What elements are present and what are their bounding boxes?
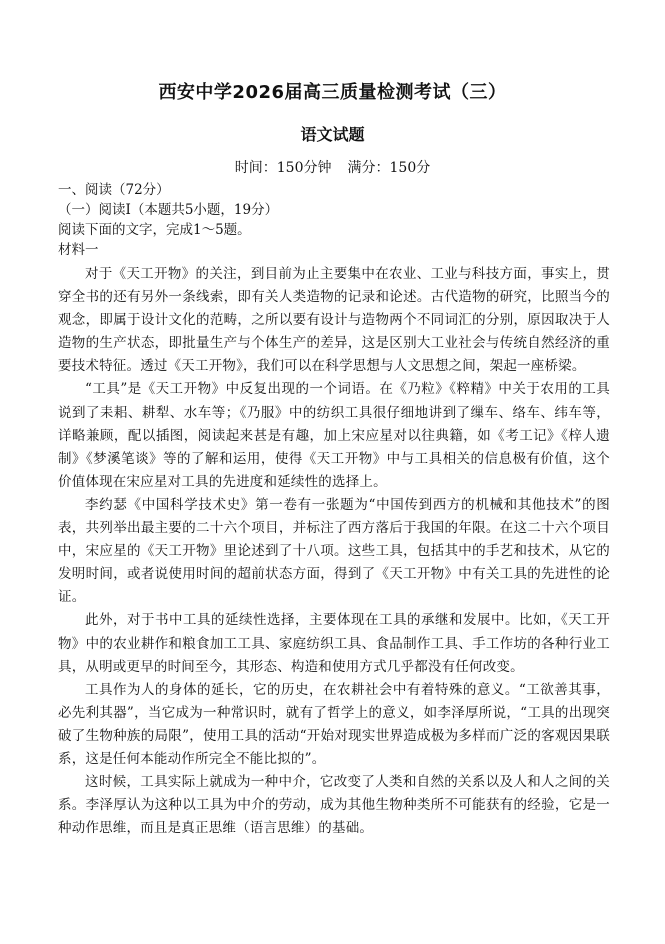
exam-meta <box>0 159 665 177</box>
subpart-heading: （一）阅读Ⅰ（本题共5小题，19分） <box>58 202 279 218</box>
exam-title: 西安中学2026届高三质量检测考试（三） <box>158 82 507 103</box>
paragraph: 对于《天工开物》的关注，到目前为止主要集中在农业、工业与科技方面，事实上，贯穿全书的还有另外一条线索，即有关人类造物的记录和论述。古代造物的研究，比照当今的观念，即属于设计文化的范畴，之所以要有设计与造物两个不同词汇的分别，原因取决于人造物的生产状态，即批量生产与个体生产的差异，这是区别大工业社会与传统自然经济的重要技术特征。透过《天工开物》，我们可以在科学思想与人文思想之间，架起一座桥梁。 <box>58 266 610 375</box>
full-score: 满分：150分 <box>347 160 431 176</box>
paragraph: 此外，对于书中工具的延续性选择，主要体现在工具的承继和发展中。比如，《天工开物》中的农业耕作和粮食加工工具、家庭纺织工具、食品制作工具、手工作坊的各种行业工具，从明或更早的时间至今，其形态、构造和使用方式几乎都没有任何改变。 <box>58 612 610 675</box>
subject-title: 语文试题 <box>300 125 365 144</box>
material-one-text <box>58 263 610 840</box>
paragraph: 这时候，工具实际上就成为一种中介，它改变了人类和自然的关系以及人和人之间的关系。李泽厚认为这种以工具为中介的劳动，成为其他生物种类所不可能获有的经验，它是一种动作思维，而且是真正思维（语言思维）的基础。 <box>58 774 610 837</box>
paragraph: 工具作为人的身体的延长，它的历史，在农耕社会中有着特殊的意义。“工欲善其事，必先利其器”，当它成为一种常识时，就有了哲学上的意义，如李泽厚所说，“工具的出现突破了生物种族的局限”，使用工具的活动“开始对现实世界造成极为多样而广泛的客观因果联系，这是任何本能动作所完全不能比拟的”。 <box>58 681 610 767</box>
time-limit: 时间：150分钟 <box>234 160 332 176</box>
part-heading: 一、阅读（72分） <box>58 182 170 198</box>
reading-instruction: 阅读下面的文字，完成1～5题。 <box>58 222 251 238</box>
paragraph: “工具”是《天工开物》中反复出现的一个词语。在《乃粒》《粹精》中关于农用的工具说到了耒耜、耕犁、水车等；《乃服》中的纺织工具很仔细地讲到了缫车、络车、纬车等，详略兼顾，配以插图，阅读起来甚是有趣，加上宋应星对以往典籍，如《考工记》《梓人遗制》《梦溪笔谈》等的了解和运用，使得《天工开物》中与工具相关的信息极有价值，这个价值体现在宋应星对工具的先进度和延续性的选择上。 <box>58 381 610 490</box>
material-label: 材料一 <box>58 242 99 258</box>
paragraph: 李约瑟《中国科学技术史》第一卷有一张题为“中国传到西方的机械和其他技术”的图表，共列举出最主要的二十六个项目，并标注了西方落后于我国的年限。在这二十六个项目中，宋应星的《天工开物》里论述到了十八项。这些工具，包括其中的手艺和技术，从它的发明时间，或者说使用时间的超前状态方面，得到了《天工开物》中有关工具的先进性的论证。 <box>58 496 610 606</box>
